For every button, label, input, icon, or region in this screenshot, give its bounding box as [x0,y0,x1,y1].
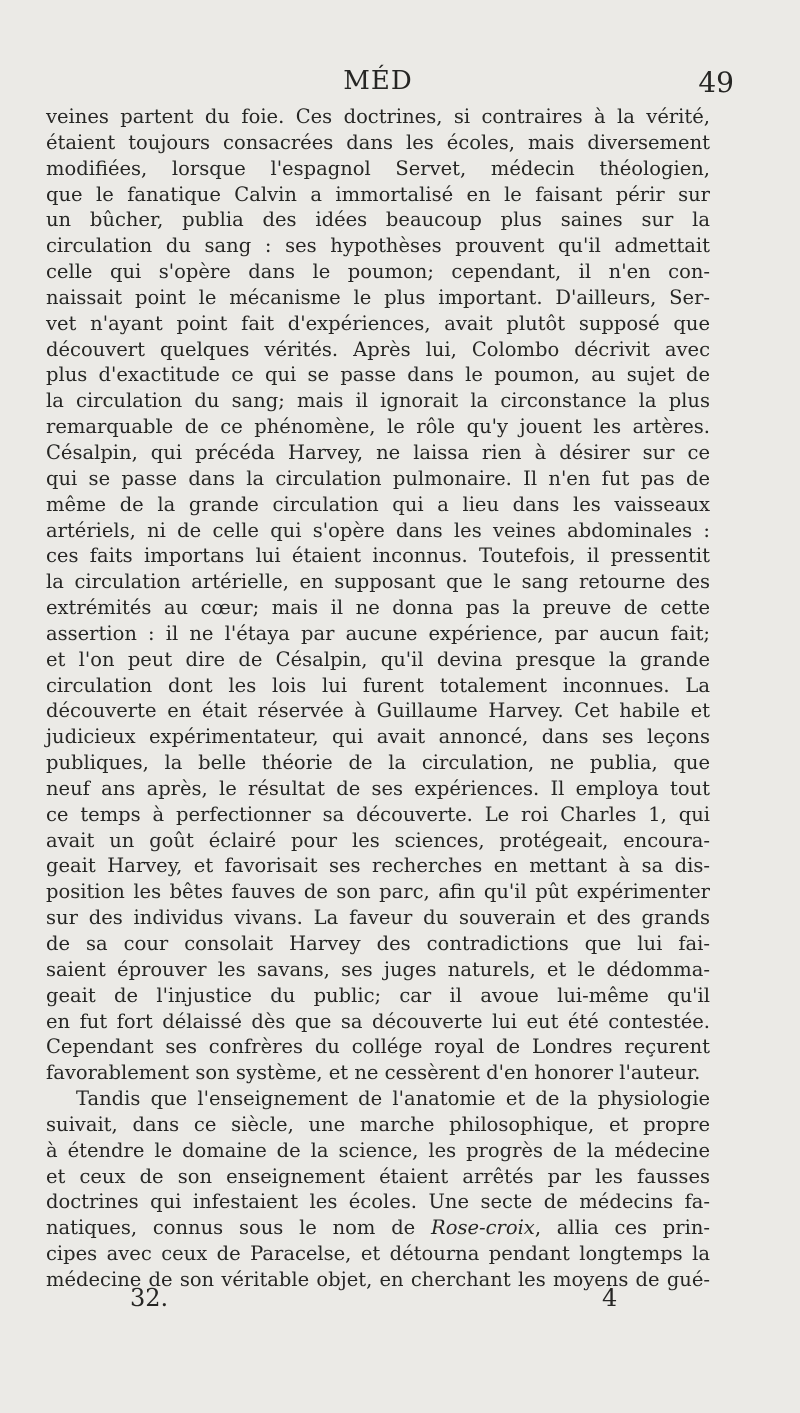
text-line: la circulation du sang; mais il ignorait la circonstance la plus [46,389,710,413]
text-line: assertion : il ne l'étaya par aucune expérience, par aucun fait; [46,621,710,645]
gathering-number: 4 [602,1284,618,1312]
text-line: geait de l'injustice du public; car il avoue lui-même qu'il [46,983,710,1007]
body-text [46,104,710,1293]
text-line: naissait point le mécanisme le plus important. D'ailleurs, Ser- [46,285,710,309]
paragraph-last-line: favorablement son système, et ne cessèrent d'en honorer l'auteur. [46,1061,701,1085]
text-line: ces faits importans lui étaient inconnus. Toutefois, il pressentit [46,544,710,568]
text-line: étaient toujours consacrées dans les écoles, mais diversement [46,130,710,154]
italic-term: Rose-croix [431,1216,535,1240]
text-line: celle qui s'opère dans le poumon; cependant, il n'en con- [46,260,710,284]
text-line: à étendre le domaine de la science, les progrès de la médecine [46,1138,710,1162]
page-header [48,66,734,106]
text-line: que le fanatique Calvin a immortalisé en le faisant périr sur [46,182,710,206]
text-line: ce temps à perfectionner sa découverte. Le roi Charles 1, qui [46,802,710,826]
paragraph-first-line: Tandis que l'enseignement de l'anatomie et de la physiologie [76,1087,710,1111]
text-line: en fut fort délaissé dès que sa découverte lui eut été contestée. [46,1009,710,1033]
text-line: remarquable de ce phénomène, le rôle qu'y jouent les artères. [46,415,710,439]
text-line: publiques, la belle théorie de la circulation, ne publia, que [46,751,710,775]
text-segment: natiques, connus sous le nom de [46,1216,416,1240]
text-line: suivait, dans ce siècle, une marche philosophique, et propre [46,1112,710,1136]
page-number: 49 [698,66,734,99]
text-line: Cependant ses confrères du collége royal de Londres reçurent [46,1035,710,1059]
text-line: neuf ans après, le résultat de ses expériences. Il employa tout [46,776,710,800]
text-line: médecine de son véritable objet, en cherchant les moyens de gué- [46,1267,710,1291]
text-line: extrémités au cœur; mais il ne donna pas la preuve de cette [46,596,710,620]
text-line: judicieux expérimentateur, qui avait annoncé, dans ses leçons [46,725,710,749]
text-line: la circulation artérielle, en supposant que le sang retourne des [46,570,710,594]
text-line: saient éprouver les savans, ses juges naturels, et le dédomma- [46,957,710,981]
text-line: avait un goût éclairé pour les sciences, protégeait, encoura- [46,828,710,852]
signature-mark: 32. [130,1284,169,1312]
text-line: position les bêtes fauves de son parc, afin qu'il pût expérimenter [46,880,710,904]
running-title: MÉD [343,66,413,96]
text-line: artériels, ni de celle qui s'opère dans les veines abdominales : [46,518,710,542]
page-footer [130,1284,630,1324]
text-line: qui se passe dans la circulation pulmonaire. Il n'en fut pas de [46,466,710,490]
text-line: même de la grande circulation qui a lieu dans les vaisseaux [46,492,710,516]
text-line: et l'on peut dire de Césalpin, qu'il devina presque la grande [46,647,710,671]
text-line: de sa cour consolait Harvey des contradictions que lui fai- [46,932,710,955]
text-line: sur des individus vivans. La faveur du souverain et des grands [46,906,710,930]
text-line: circulation dont les lois lui furent totalement inconnues. La [46,673,710,697]
text-line: modifiées, lorsque l'espagnol Servet, médecin théologien, [46,156,710,180]
text-line: circulation du sang : ses hypothèses prouvent qu'il admettait [46,234,710,258]
text-line: découvert quelques vérités. Après lui, Colombo décrivit avec [46,337,710,361]
text-line: doctrines qui infestaient les écoles. Une secte de médecins fa- [46,1190,710,1214]
text-line: veines partent du foie. Ces doctrines, si contraires à la vérité, [46,105,710,128]
text-line: un bûcher, publia des idées beaucoup plus saines sur la [46,208,710,232]
text-line: plus d'exactitude ce qui se passe dans le poumon, au sujet de [46,363,710,387]
text-line: cipes avec ceux de Paracelse, et détourna pendant longtemps la [46,1242,710,1266]
text-line-with-italic [46,1215,710,1241]
text-line: Césalpin, qui précéda Harvey, ne laissa rien à désirer sur ce [46,440,710,464]
text-line: geait Harvey, et favorisait ses recherches en mettant à sa dis- [46,854,710,878]
text-line: découverte en était réservée à Guillaume Harvey. Cet habile et [46,699,710,723]
text-segment: , allia ces prin- [534,1216,710,1240]
text-line: vet n'ayant point fait d'expériences, avait plutôt supposé que [46,311,710,335]
text-line: et ceux de son enseignement étaient arrêtés par les fausses [46,1164,710,1188]
